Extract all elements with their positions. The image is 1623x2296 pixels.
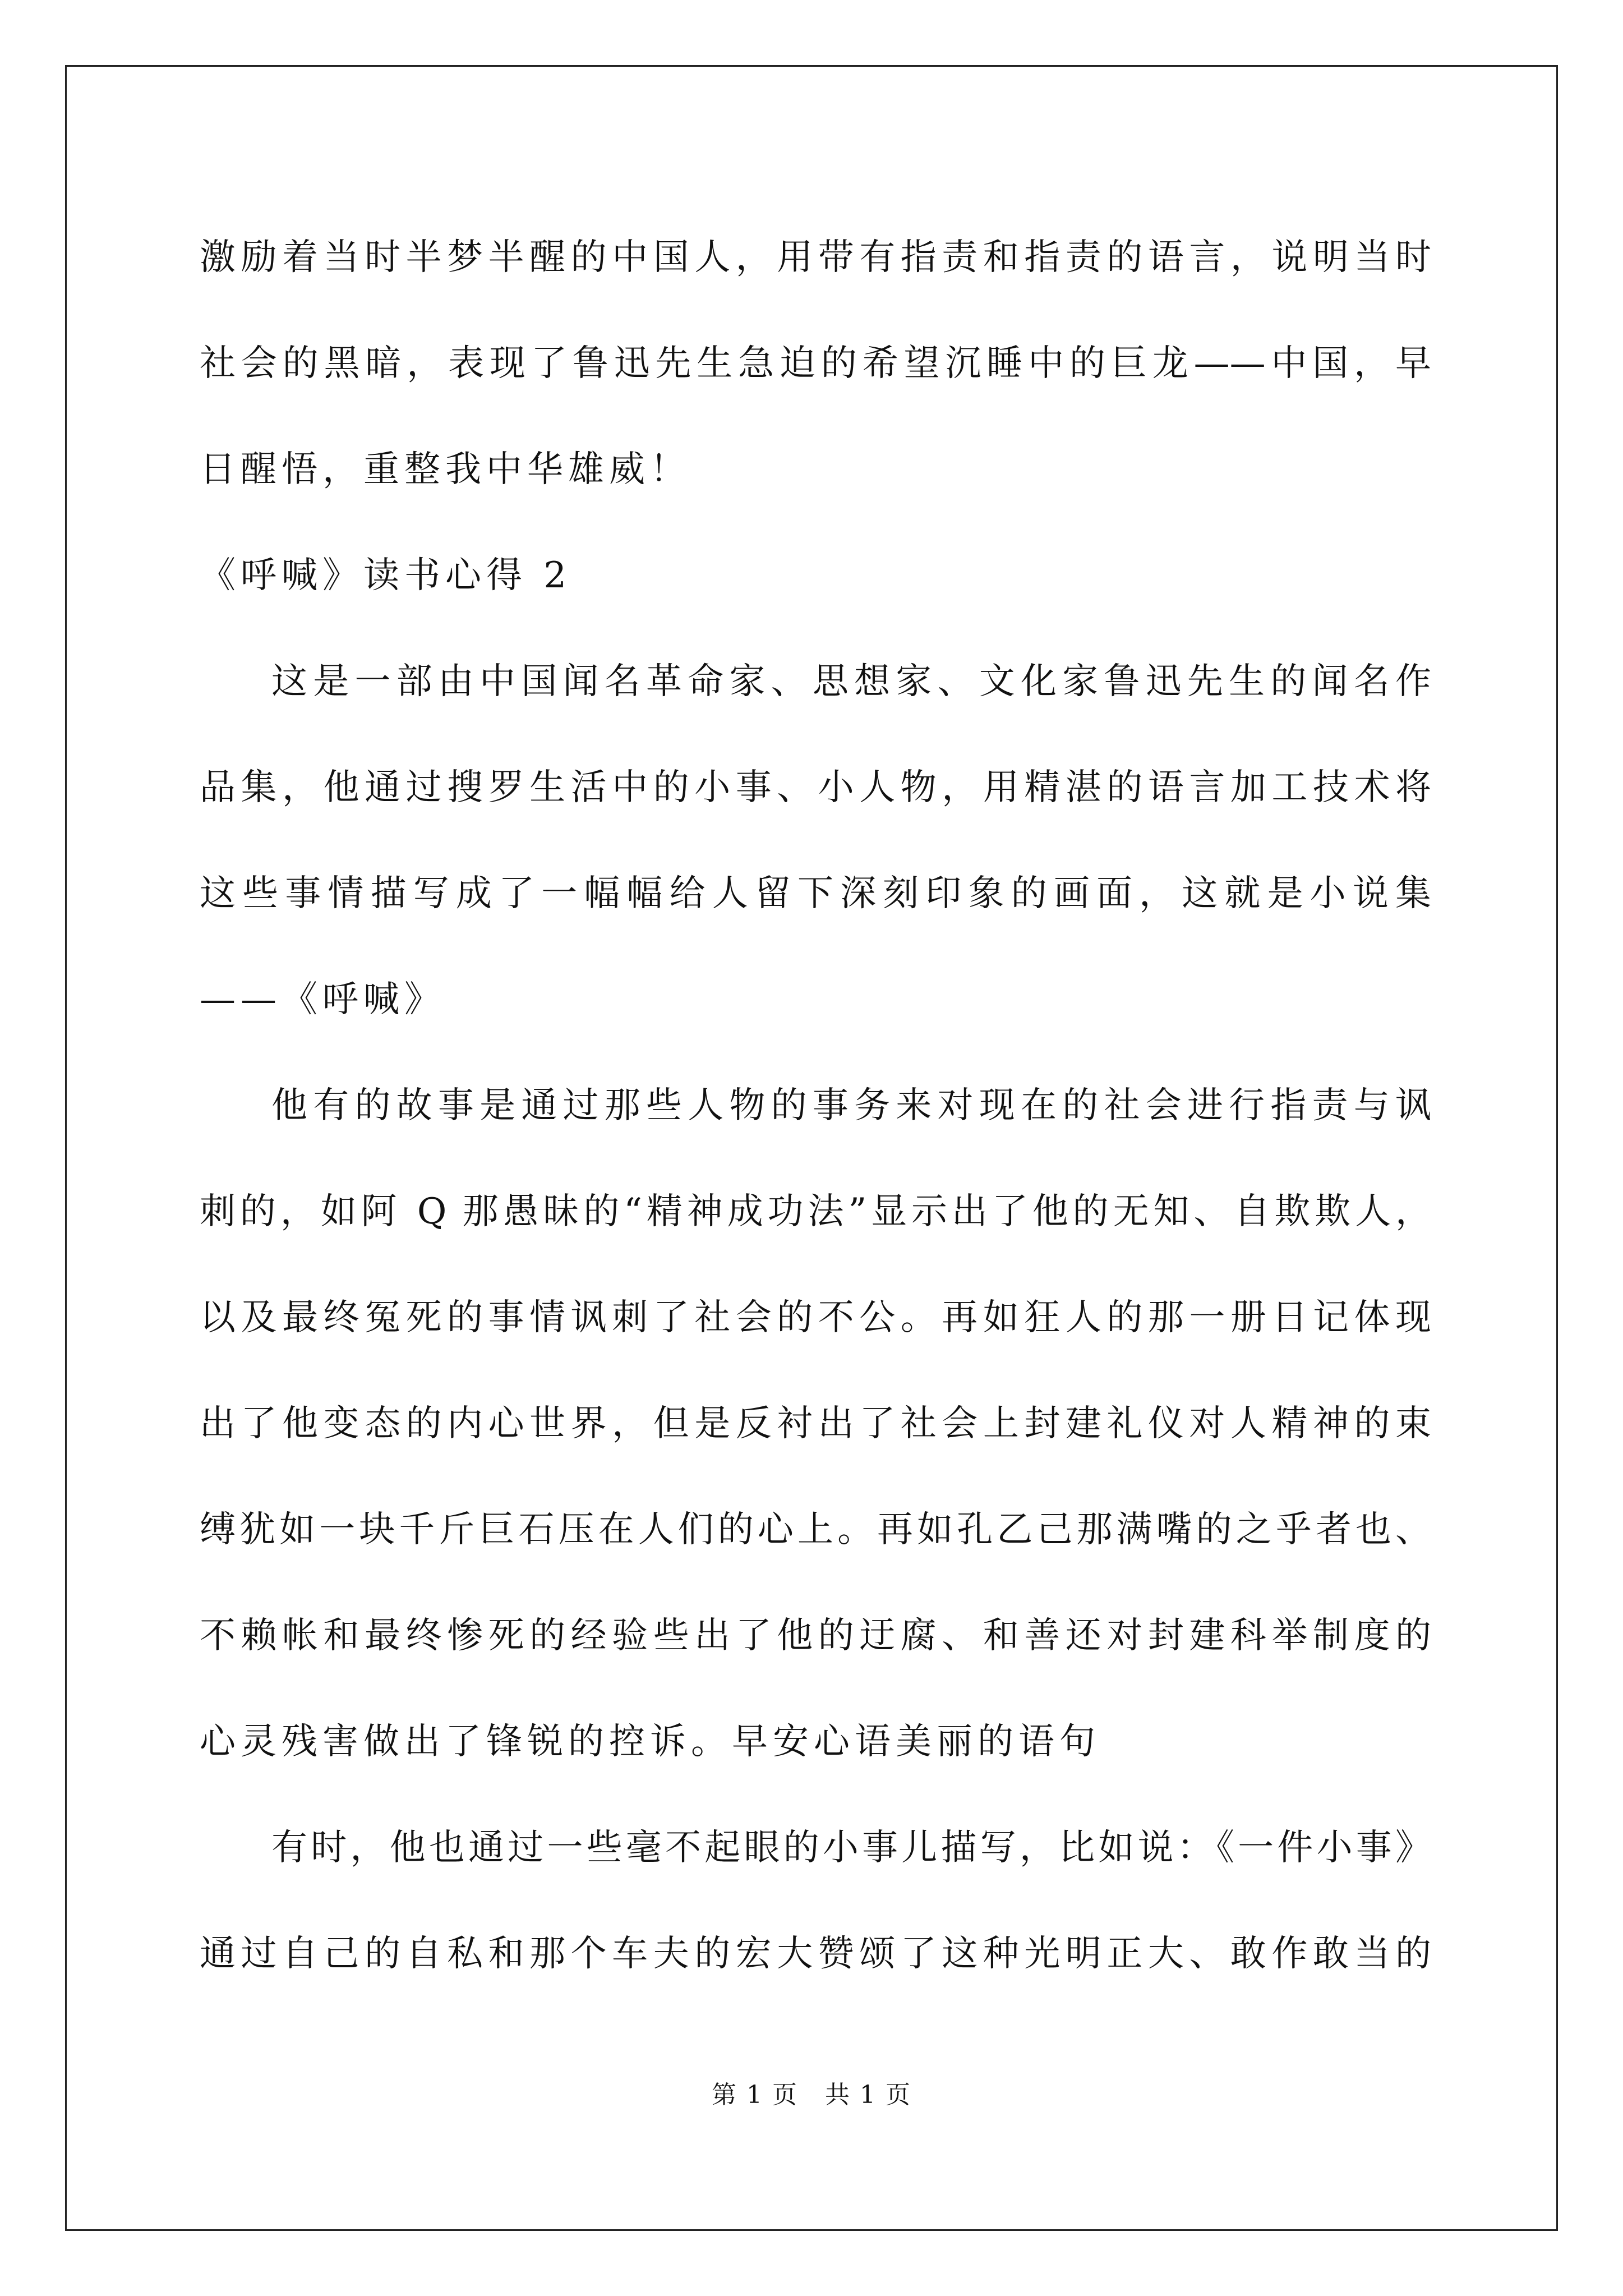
- text-line: 这是一部由中国闻名革命家、思想家、文化家鲁迅先生的闻名作: [271, 661, 1431, 702]
- text-line: 不赖帐和最终惨死的经验些出了他的迂腐、和善还对封建科举制度的: [200, 1615, 1431, 1657]
- text-line: 以及最终冤死的事情讽刺了社会的不公。再如狂人的那一册日记体现: [200, 1297, 1431, 1338]
- text-line: 日醒悟，重整我中华雄威！: [200, 449, 691, 490]
- section-heading: 《呼喊》读书心得 2: [200, 555, 572, 596]
- text-line: ——《呼喊》: [200, 979, 445, 1020]
- text-line: 激励着当时半梦半醒的中国人，用带有指责和指责的语言，说明当时: [200, 237, 1431, 278]
- text-line: 出了他变态的内心世界，但是反衬出了社会上封建礼仪对人精神的束: [200, 1403, 1431, 1444]
- text-line: 他有的故事是通过那些人物的事务来对现在的社会进行指责与讽: [271, 1085, 1431, 1126]
- text-line: 品集，他通过搜罗生活中的小事、小人物，用精湛的语言加工技术将: [200, 767, 1431, 808]
- text-line: 社会的黑暗，表现了鲁迅先生急迫的希望沉睡中的巨龙——中国，早: [200, 343, 1431, 384]
- document-body: [200, 205, 1431, 2007]
- text-line: 刺的，如阿 Q 那愚昧的“精神成功法”显示出了他的无知、自欺欺人，: [200, 1191, 1431, 1232]
- text-line: 缚犹如一块千斤巨石压在人们的心上。再如孔乙己那满嘴的之乎者也、: [200, 1509, 1431, 1550]
- text-line: 这些事情描写成了一幅幅给人留下深刻印象的画面，这就是小说集: [200, 873, 1431, 914]
- text-line: 通过自己的自私和那个车夫的宏大赞颂了这种光明正大、敢作敢当的: [200, 1933, 1431, 1975]
- text-line: 有时，他也通过一些毫不起眼的小事儿描写，比如说：《一件小事》: [271, 1827, 1431, 1869]
- page-footer: [0, 2078, 1623, 2112]
- page-number-current: 第 1 页: [712, 2081, 798, 2109]
- text-line: 心灵残害做出了锋锐的控诉。早安心语美丽的语句: [200, 1721, 1100, 1763]
- page-number-total: 共 1 页: [825, 2081, 911, 2109]
